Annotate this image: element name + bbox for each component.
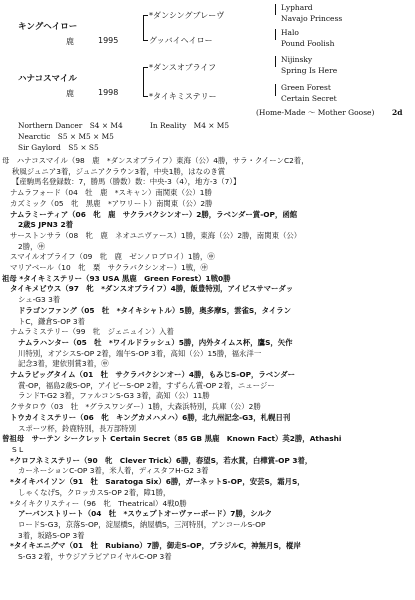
record-line: *タイキクリスティー（96 牝 Theatrical）4戦0勝 xyxy=(10,498,187,508)
bracket-line xyxy=(143,40,148,41)
record-line: 2勝，㊥ xyxy=(18,241,45,251)
record-line: ロードS-G3，京落S-OP，淀屋橋S，納屋橋S，三河特別，アンコールS-OP xyxy=(18,519,266,529)
cross-item: In Reality M4 × M5 xyxy=(150,121,230,130)
sire-color: 鹿 xyxy=(66,37,74,46)
dam-color: 鹿 xyxy=(66,89,74,98)
record-line: S L xyxy=(12,444,24,454)
record-line: ナムラビッグタイム（01 牡 サクラバクシンオー）4勝，もみじS-OP，ラベンダー xyxy=(10,370,296,380)
record-line: マリアベール（10 牝 栗 サクラバクシンオー）1戦，㊥ xyxy=(10,263,208,273)
great-grandparent xyxy=(281,54,337,76)
pedigree-chart xyxy=(0,0,415,133)
record-line: カーネーションC-OP 3着，米人着，ディスタフH-G2 3着 xyxy=(18,466,209,476)
great-grandparent xyxy=(281,2,342,24)
record-line: 祖母 *タイキミステリー（93 USA 黒鹿 Green Forest）1戦0勝 xyxy=(2,273,231,283)
cross-item: Nearctic S5 × M5 × M5 xyxy=(18,132,114,141)
dam-name: ハナコスマイル xyxy=(18,74,77,84)
bracket-line xyxy=(275,56,276,67)
record-line: S-G3 2着，サウジアラビアロイヤルC-OP 3着 xyxy=(18,552,172,562)
bracket-line xyxy=(143,96,148,97)
bracket-line xyxy=(143,67,144,96)
ggp-name: Pound Foolish xyxy=(281,39,335,48)
grandparent-name: *ダンシングブレーヴ xyxy=(149,11,225,20)
record-line: *クロフネミステリー（90 牝 Clever Trick）6勝，春望S，若水賞，白樺賞-OP 3着， xyxy=(10,455,313,465)
record-line: 記念3着，建依別賞3着，㊥ xyxy=(18,359,109,369)
record-line: スマイルオブライフ（09 牝 鹿 ゼンノロブロイ）1勝，㊥ xyxy=(10,252,215,262)
cross-item: Northern Dancer S4 × M4 xyxy=(18,121,123,130)
record-line: トC，鎌倉S-OP 3着 xyxy=(18,316,86,326)
bracket-line xyxy=(143,15,148,16)
sire-year: 1995 xyxy=(98,36,119,45)
cross-item: Sir Gaylord S5 × S5 xyxy=(18,143,99,152)
record-line: アーバンストリート（04 牡 *スウェプトオーヴァーボード）7勝，シルク xyxy=(18,509,273,519)
record-line: タイキメビウス（97 牝 *ダンスオブライフ）4勝，飯豊特別，アイビスサマーダッ xyxy=(10,284,294,294)
great-grandparent xyxy=(281,27,334,49)
ggp-name: Nijinsky xyxy=(281,55,313,64)
ggp-name: Green Forest xyxy=(281,83,331,92)
record-line: シュ-G3 3着 xyxy=(18,295,61,305)
record-line: 川特別，オアシスS-OP 2着，端午S-OP 3着，高知（公）15勝，福永洋一 xyxy=(18,348,262,358)
grandparent-name: *ダンスオブライフ xyxy=(149,63,217,72)
ggp-name: Navajo Princess xyxy=(281,14,343,23)
family-record xyxy=(2,156,412,563)
record-line: しゃくなげS，クロッカスS-OP 2着，障1勝， xyxy=(18,487,171,497)
grandparent-name: グッバイヘイロー xyxy=(149,36,213,45)
record-line: 秋風ジュニア3着，ジュニアクラウン3着，中央1勝，はなのき賞 xyxy=(12,166,226,176)
record-line: 【産駒馬名登録数：7，勝馬（勝数）数：中央-3（4），地方-3（7）】 xyxy=(12,177,241,187)
ggp-name: Lyphard xyxy=(281,3,313,12)
record-line: スポーツ杯，鈴鹿特別，長万部特別 xyxy=(18,423,136,433)
dam-year: 1998 xyxy=(98,88,119,97)
bracket-line xyxy=(143,15,144,40)
bracket-line xyxy=(275,4,276,15)
record-line: *タイキバイソン（91 牡 Saratoga Six）6勝，ガーネットS-OP，安芸S，霜月S， xyxy=(10,477,305,487)
record-line: トウカイミステリー（06 牝 キングカメハメハ）6勝，北九州記念-G3，札幌日刊 xyxy=(10,412,291,422)
record-line: 3着，坂路S-OP 3着 xyxy=(18,530,85,540)
bracket-line xyxy=(275,84,276,96)
record-line: ランドT-G2 3着，ファルコンS-G3 3着，高知（公）11勝 xyxy=(18,391,210,401)
record-line: 曾祖母 サーテン シークレット Certain Secret（85 GB 黒鹿 Known Fact）英2勝，Athashi xyxy=(2,434,342,444)
record-line: 2歳S JPN3 2着 xyxy=(18,220,74,230)
sire-name: キングヘイロー xyxy=(18,22,78,32)
record-line: 賞-OP，福島2歳S-OP，アイビーS-OP 2着，すずらん賞-OP 2着，ニュージー xyxy=(18,380,275,390)
record-line: ナムラミーティア（06 牝 鹿 サクラバクシンオー）2勝，ラベンダー賞-OP，函館 xyxy=(10,209,298,219)
record-line: 母 ハナコスマイル（98 鹿 *ダンスオブライフ）東海（公）4勝，サラ・クイーンC2着， xyxy=(2,156,309,165)
record-line: ナムラミステリー（99 牝 ジェニュイン）入着 xyxy=(10,327,174,337)
record-line: *タイキエニグマ（01 牡 Rubiano）7勝，御走S-OP，ブラジルC，神無月S，樅岸 xyxy=(10,541,301,551)
ggp-name: Certain Secret xyxy=(281,94,337,103)
ggp-name: Spring Is Here xyxy=(281,66,338,75)
grandparent-name: *タイキミステリー xyxy=(149,92,217,101)
record-line: クサタロウ（03 牡 *グラスワンダー）1勝，大森浜特別，兵庫（公）2勝 xyxy=(10,402,261,412)
record-line: カズミック（05 牝 黒鹿 *アワリート）南関東（公）2勝 xyxy=(10,198,213,208)
ggp-note: (Home-Made ～ Mother Goose) xyxy=(256,108,375,117)
great-grandparent xyxy=(281,82,337,104)
ggp-note-suffix: 2d xyxy=(392,108,403,117)
bracket-line xyxy=(275,29,276,40)
record-line: サーストンサラ（08 牝 鹿 ネオユニヴァース）1勝，東海（公）2勝，南関東（公） xyxy=(10,230,302,240)
record-line: ナムラハンター（05 牡 *ワイルドラッシュ）5勝，内外タイムス杯，鷹S，矢作 xyxy=(18,337,293,347)
ggp-name: Halo xyxy=(281,28,299,37)
record-line: ドラゴンファング（05 牡 *タイキシャトル）5勝，奥多摩S，雲雀S，タイラン xyxy=(18,305,292,315)
record-line: ナムラフォード（04 牡 鹿 *スキャン）南関東（公）1勝 xyxy=(10,188,212,198)
bracket-line xyxy=(143,67,148,68)
